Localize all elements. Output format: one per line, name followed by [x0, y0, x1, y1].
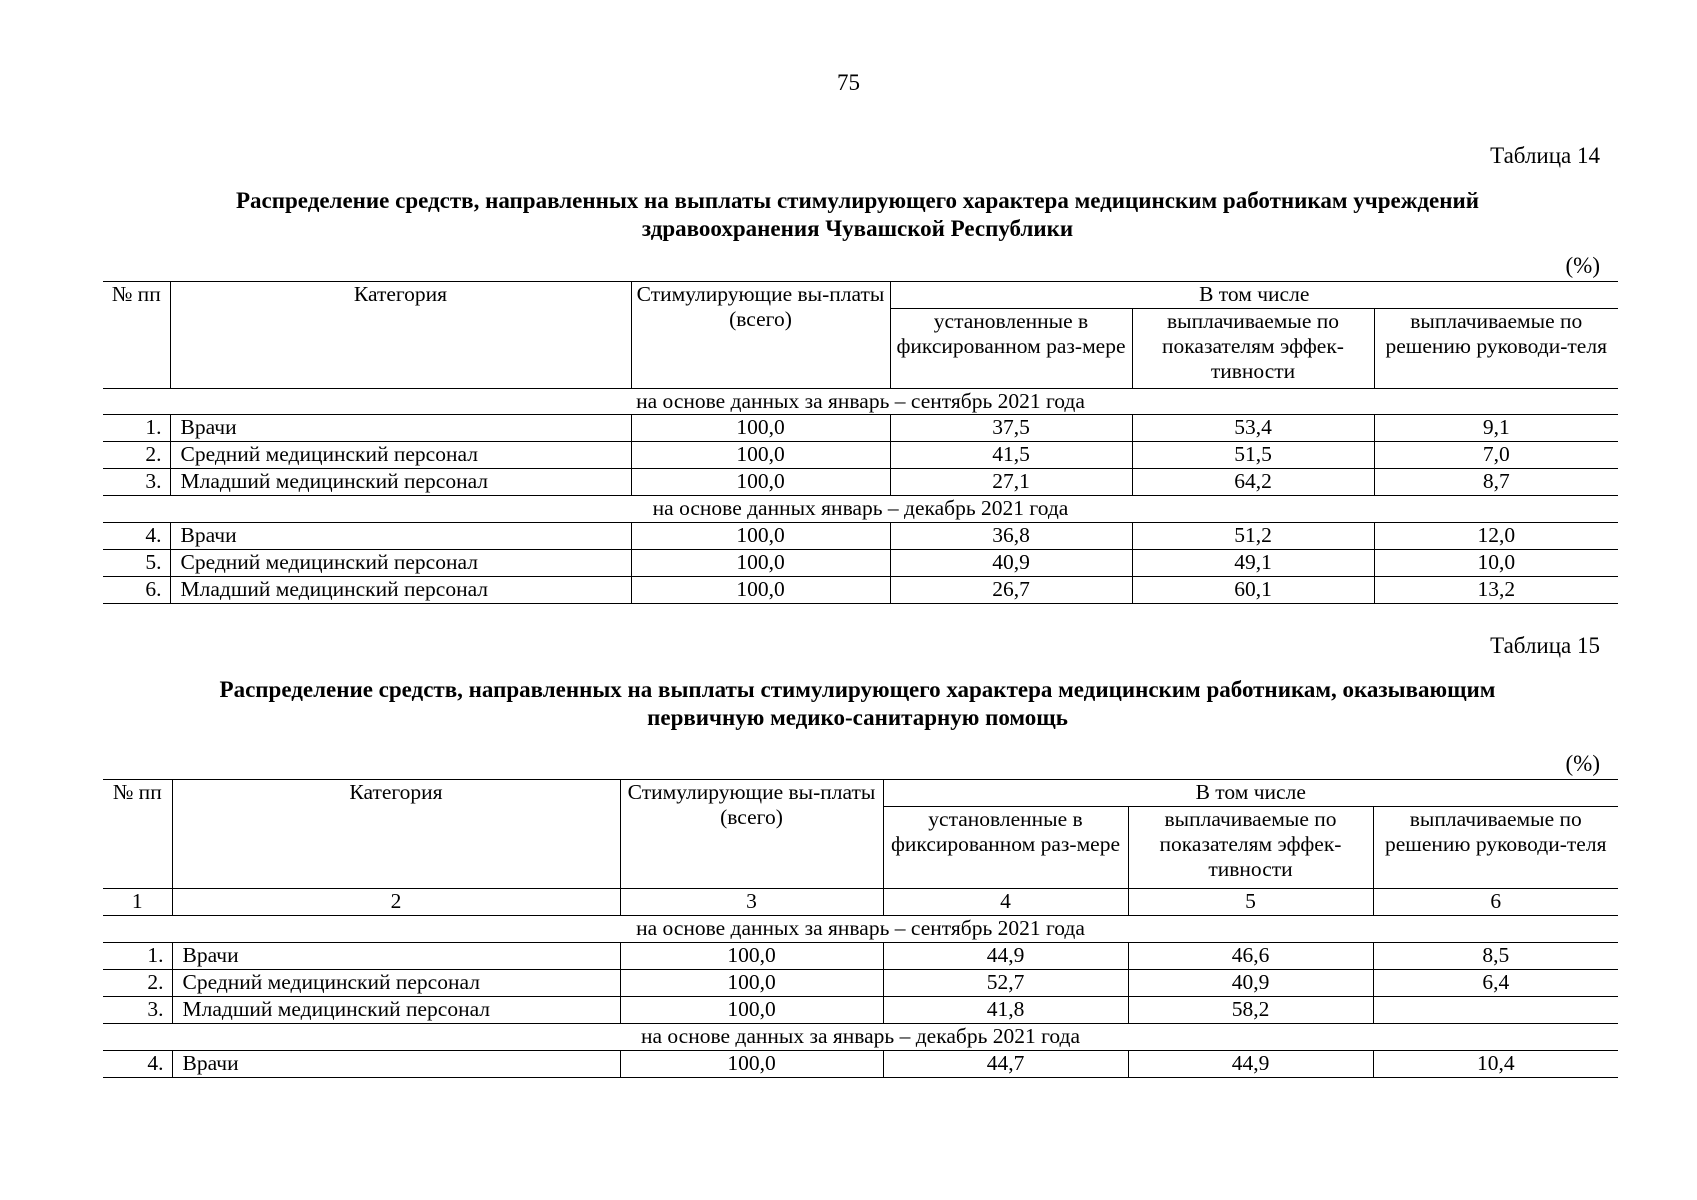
table-14-caption: Таблица 14: [1490, 143, 1600, 168]
table-15: [103, 779, 1618, 1078]
table-row: 5. Средний медицинский персонал 100,0 40,9 49,1 10,0: [103, 550, 1618, 577]
page-number: 75: [837, 70, 860, 95]
table-row: 3. Младший медицинский персонал 100,0 41,8 58,2: [103, 997, 1618, 1024]
header-category: Категория: [170, 282, 631, 389]
header-total: Стимулирующие вы-платы (всего): [631, 282, 890, 389]
header-including: В том числе: [890, 282, 1618, 309]
header-fixed: установленные в фиксированном раз-мере: [883, 807, 1128, 889]
header-manager: выплачиваемые по решению руководи-теля: [1374, 309, 1618, 389]
header-manager: выплачиваемые по решению руководи-теля: [1373, 807, 1618, 889]
table-14: [103, 281, 1618, 604]
section-label: на основе данных январь – декабрь 2021 года: [103, 496, 1618, 523]
section-label: на основе данных за январь – декабрь 2021 года: [103, 1024, 1618, 1051]
table-row: 2. Средний медицинский персонал 100,0 41,5 51,5 7,0: [103, 442, 1618, 469]
table-14-title-line-1: Распределение средств, направленных на выплаты стимулирующего характера медицинским работникам учреждений: [236, 188, 1479, 213]
table-row: 6. Младший медицинский персонал 100,0 26,7 60,1 13,2: [103, 577, 1618, 604]
table-row: 1. Врачи 100,0 44,9 46,6 8,5: [103, 943, 1618, 970]
header-efficiency: выплачиваемые по показателям эффек-тивности: [1128, 807, 1373, 889]
header-efficiency: выплачиваемые по показателям эффек-тивности: [1132, 309, 1374, 389]
header-num: № пп: [103, 780, 172, 889]
table-row: 3. Младший медицинский персонал 100,0 27,1 64,2 8,7: [103, 469, 1618, 496]
table-15-title-line-2: первичную медико-санитарную помощь: [647, 705, 1068, 730]
table-row: 4. Врачи 100,0 44,7 44,9 10,4: [103, 1051, 1618, 1078]
header-including: В том числе: [883, 780, 1618, 807]
header-total: Стимулирующие вы-платы (всего): [620, 780, 883, 889]
table-15-title: [100, 676, 1615, 732]
table-row: 4. Врачи 100,0 36,8 51,2 12,0: [103, 523, 1618, 550]
header-fixed: установленные в фиксированном раз-мере: [890, 309, 1132, 389]
table-row: 1. Врачи 100,0 37,5 53,4 9,1: [103, 415, 1618, 442]
column-number-row: 1 2 3 4 5 6: [103, 889, 1618, 916]
table-15-unit: (%): [1565, 751, 1600, 776]
section-label: на основе данных за январь – сентябрь 2021 года: [103, 389, 1618, 415]
table-14-title-line-2: здравоохранения Чувашской Республики: [641, 216, 1074, 241]
table-15-title-line-1: Распределение средств, направленных на выплаты стимулирующего характера медицинским работникам, оказывающим: [219, 677, 1496, 702]
table-row: 2. Средний медицинский персонал 100,0 52,7 40,9 6,4: [103, 970, 1618, 997]
table-14-title: [100, 187, 1615, 243]
header-num: № пп: [103, 282, 170, 389]
table-15-caption: Таблица 15: [1490, 633, 1600, 658]
table-14-unit: (%): [1565, 253, 1600, 278]
header-category: Категория: [172, 780, 620, 889]
section-label: на основе данных за январь – сентябрь 2021 года: [103, 916, 1618, 943]
